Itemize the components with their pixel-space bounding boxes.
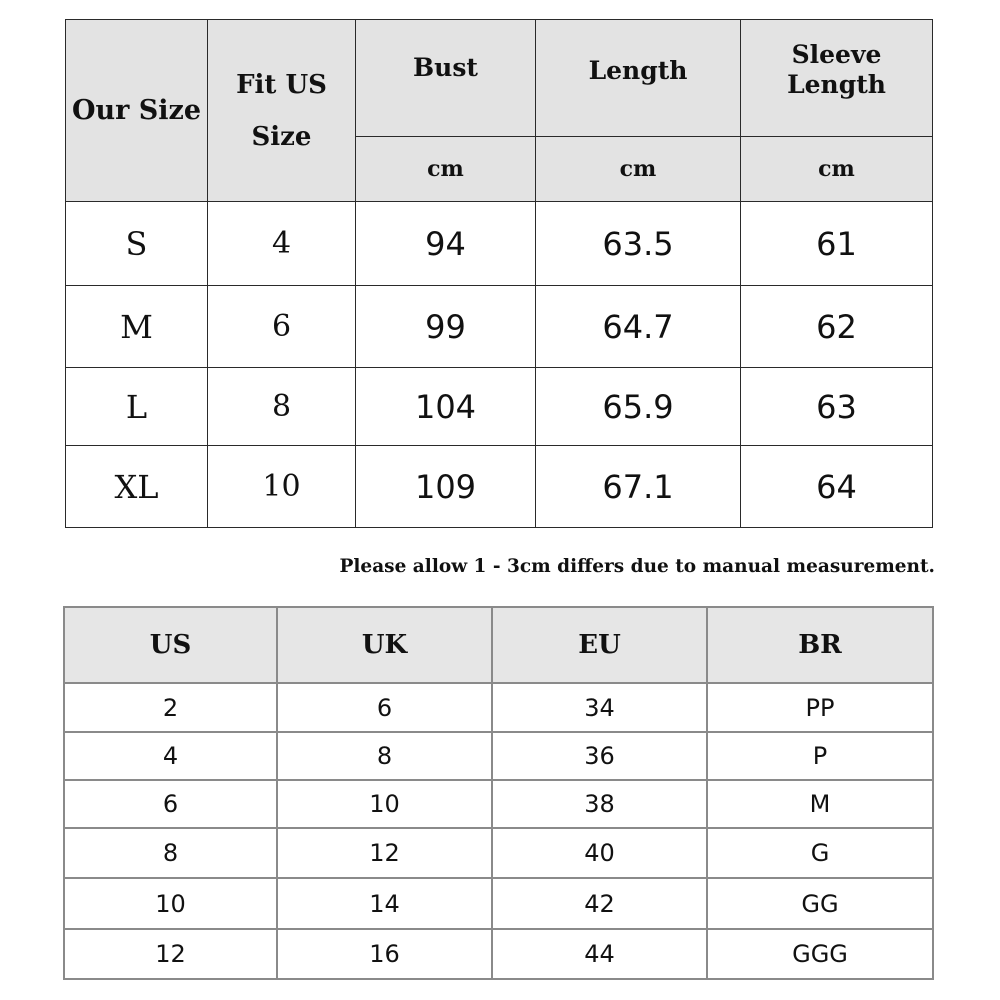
- bust-cell: 94: [356, 202, 536, 286]
- uk-cell: 8: [277, 732, 492, 780]
- sleeve-header-line1: Sleeve: [791, 40, 882, 69]
- size-chart-header-row: [66, 20, 933, 137]
- length-header: Length: [536, 20, 741, 137]
- size-row: [66, 446, 933, 528]
- length-cell: 65.9: [536, 368, 741, 446]
- size-cell: L: [66, 368, 208, 446]
- conversion-header-row: [64, 607, 933, 683]
- uk-cell: 6: [277, 683, 492, 731]
- conversion-row: [64, 878, 933, 928]
- eu-cell: 38: [492, 780, 707, 828]
- us-cell: 6: [64, 780, 277, 828]
- length-cell: 64.7: [536, 286, 741, 368]
- conversion-row: [64, 929, 933, 979]
- eu-cell: 42: [492, 878, 707, 928]
- fit-us-size-header: [208, 20, 356, 202]
- uk-cell: 10: [277, 780, 492, 828]
- our-size-header-text: Our Size: [71, 94, 202, 126]
- bust-unit: cm: [356, 137, 536, 202]
- size-cell: M: [66, 286, 208, 368]
- eu-cell: 36: [492, 732, 707, 780]
- sleeve-cell: 63: [741, 368, 933, 446]
- br-cell: P: [707, 732, 933, 780]
- us-cell: 8: [64, 828, 277, 878]
- br-cell: GG: [707, 878, 933, 928]
- uk-header: UK: [277, 607, 492, 683]
- us-cell: 10: [64, 878, 277, 928]
- fit-us-cell: 6: [208, 286, 356, 368]
- sleeve-cell: 62: [741, 286, 933, 368]
- bust-cell: 99: [356, 286, 536, 368]
- size-conversion-table: [63, 606, 934, 980]
- bust-cell: 104: [356, 368, 536, 446]
- br-cell: PP: [707, 683, 933, 731]
- us-cell: 4: [64, 732, 277, 780]
- sleeve-length-header: [741, 20, 933, 137]
- size-row: [66, 368, 933, 446]
- fit-us-header-line1: Fit US: [236, 69, 327, 100]
- eu-cell: 34: [492, 683, 707, 731]
- br-cell: G: [707, 828, 933, 878]
- measurement-note: Please allow 1 - 3cm differs due to manual measurement.: [339, 556, 935, 577]
- length-unit: cm: [536, 137, 741, 202]
- length-cell: 63.5: [536, 202, 741, 286]
- br-cell: GGG: [707, 929, 933, 979]
- br-header: BR: [707, 607, 933, 683]
- eu-cell: 44: [492, 929, 707, 979]
- us-header: US: [64, 607, 277, 683]
- conversion-row: [64, 732, 933, 780]
- sleeve-cell: 61: [741, 202, 933, 286]
- size-chart-table: [65, 19, 933, 528]
- uk-cell: 12: [277, 828, 492, 878]
- fit-us-header-line2: Size: [251, 121, 312, 152]
- sleeve-unit: cm: [741, 137, 933, 202]
- bust-header: Bust: [356, 20, 536, 137]
- us-cell: 2: [64, 683, 277, 731]
- conversion-row: [64, 683, 933, 731]
- size-row: [66, 202, 933, 286]
- fit-us-cell: 4: [208, 202, 356, 286]
- conversion-row: [64, 780, 933, 828]
- our-size-header: [66, 20, 208, 202]
- br-cell: M: [707, 780, 933, 828]
- fit-us-cell: 10: [208, 446, 356, 528]
- size-row: [66, 286, 933, 368]
- length-cell: 67.1: [536, 446, 741, 528]
- eu-header: EU: [492, 607, 707, 683]
- conversion-row: [64, 828, 933, 878]
- fit-us-cell: 8: [208, 368, 356, 446]
- uk-cell: 14: [277, 878, 492, 928]
- sleeve-cell: 64: [741, 446, 933, 528]
- bust-cell: 109: [356, 446, 536, 528]
- size-cell: XL: [66, 446, 208, 528]
- us-cell: 12: [64, 929, 277, 979]
- sleeve-header-line2: Length: [787, 70, 886, 99]
- eu-cell: 40: [492, 828, 707, 878]
- size-cell: S: [66, 202, 208, 286]
- uk-cell: 16: [277, 929, 492, 979]
